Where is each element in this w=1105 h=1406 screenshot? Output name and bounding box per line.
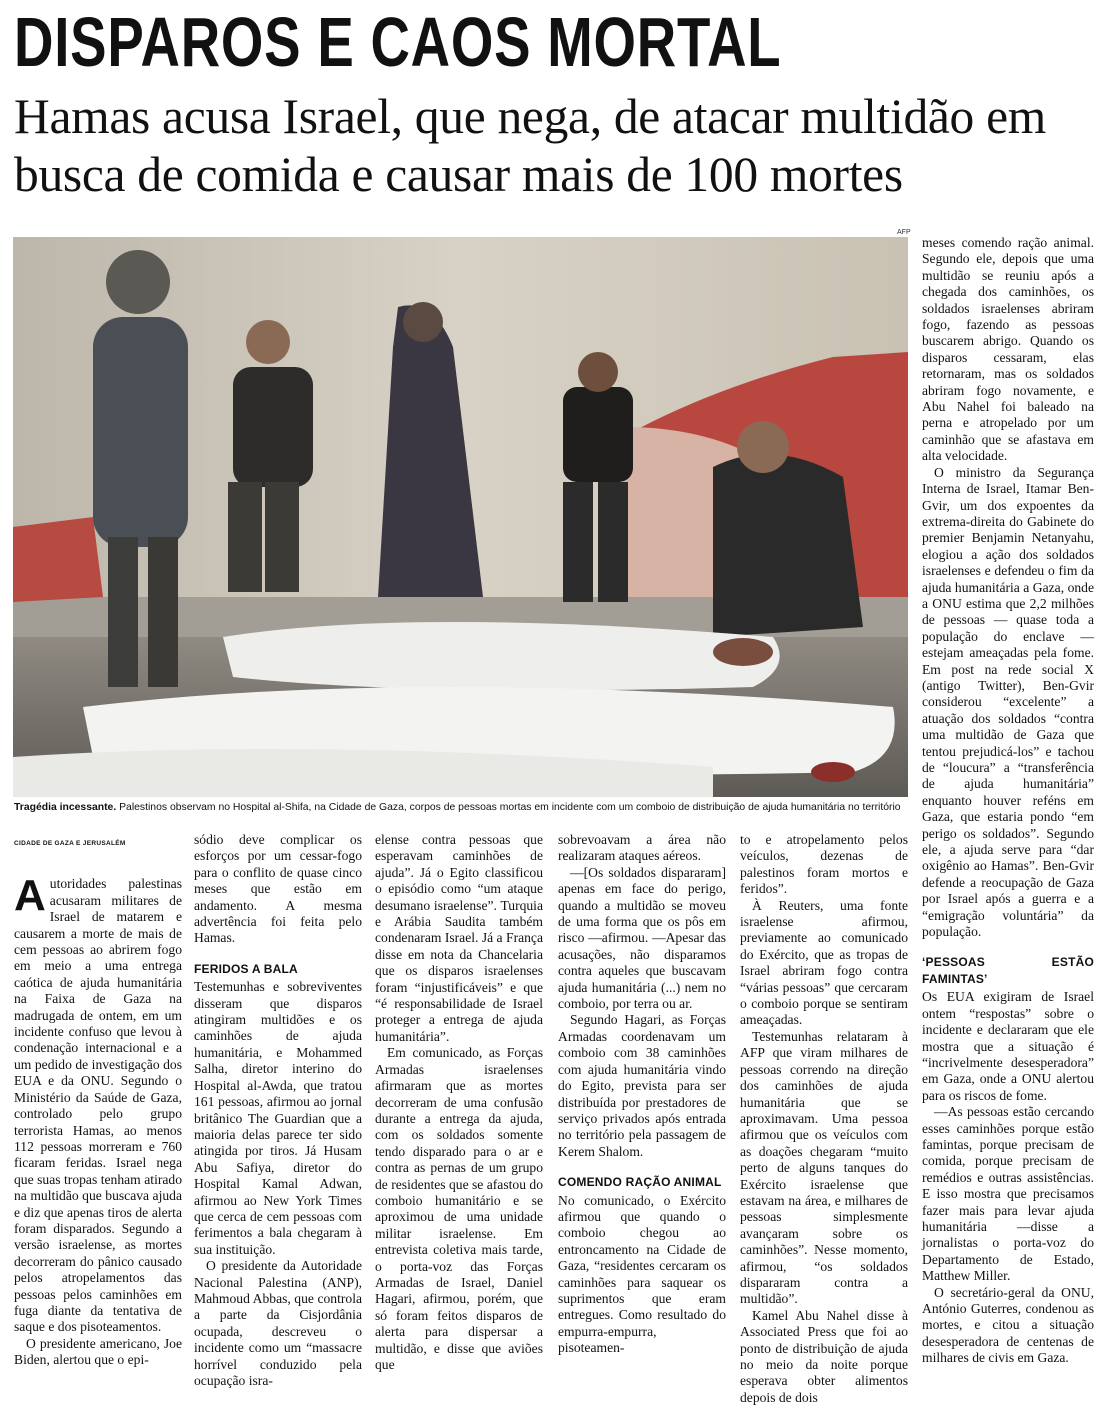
col6-para-2: O ministro da Segurança Interna de Israel, Itamar Ben-Gvir, um dos expoentes da extrema-direita do Gabinete do premier Benjamin Netanyahu, elogiou a ação dos soldados israelenses e defendeu o fim da ajuda humanitária a Gaza, onde a ONU estima que 2,2 milhões de pessoas — quase toda a população do enclave — estejam ameaçadas pela fome. Em post na rede social X (antigo Twitter), Ben-Gvir considerou “excelente” a atuação dos soldados “contra uma multidão de Gaza que tentou prejudicá-los” e tachou de “loucura” a “transferência de ajuda humanitária” enquanto houver reféns em Gaza, que estaria pondo “em perigo os soldados”. Segundo ele, a ajuda serve para “dar oxigênio ao Hamas”. Ben-Gvir defende a reocupação de Gaza por Israel após a guerra e a “emigração voluntária” da população. [922,464,1094,940]
photo-illustration [13,237,908,797]
news-photo [13,237,908,797]
col4-para-1: sobrevoavam a área não realizaram ataques aéreos. [558,832,726,864]
caption-text: Palestinos observam no Hospital al-Shifa, na Cidade de Gaza, corpos de pessoas mortas em incidente com um comboio de distribuição de ajuda humanitária no território [116,802,901,813]
article-column-3 [375,832,543,1373]
dateline: CIDADE DE GAZA E JERUSALÉM [14,840,126,847]
col6-para-3: Os EUA exigiram de Israel ontem “respostas” sobre o incidente e declararam que ele mostra que a situação é “incrivelmente desesperadora” em Gaza, onde a ONU alertou para os riscos de fome. [922,989,1094,1103]
photo-credit: AFP [897,229,911,236]
subhead-racao: COMENDO RAÇÃO ANIMAL [558,1175,722,1190]
col2-para-3: O presidente da Autoridade Nacional Palestina (ANP), Mahmoud Abbas, que controla a parte da Cisjordânia ocupada, descreveu o incidente como um “massacre horrível conduzido pela ocupação isra- [194,1258,362,1388]
col6-para-5: O secretário-geral da ONU, António Guterres, condenou as mortes, e citou a situação desesperadora de centenas de milhares de civis em Gaza. [922,1284,1094,1366]
col4-para-3: Segundo Hagari, as Forças Armadas coordenavam um comboio com 38 caminhões com ajuda humanitária vindo do Egito, prevista para ser distribuída por prestadores de serviço privados após entrada no território pela passagem de Kerem Shalom. [558,1012,726,1159]
col5-para-4: Kamel Abu Nahel disse à Associated Press que foi ao ponto de distribuição de ajuda no meio da noite porque esperava obter alimentos depois de dois [740,1307,908,1405]
article-column-6 [922,235,1094,1367]
col6-para-4: —As pessoas estão cercando esses caminhões porque estão famintas, porque precisam de comida, porque precisam de remédios e outras assistências. E isso mostra que precisamos fazer mais para levar ajuda humanitária —disse a jornalistas o porta-voz do Departamento de Estado, Matthew Miller. [922,1104,1094,1284]
subheadline: Hamas acusa Israel, que nega, de atacar multidão em busca de comida e causar mais de 100 mortes [14,89,1046,202]
col6-para-1: meses comendo ração animal. Segundo ele, depois que uma multidão se reuniu após a chegada dos caminhões, os soldados israelenses abriram fogo, fazendo as pessoas buscarem abrigo. Quando os disparos cessaram, elas retornaram, mas os soldados abriram fogo novamente, e Abu Nahel foi baleado na perna e atropelado por um caminhão que se afastava em alta velocidade. [922,235,1094,464]
col5-para-1: to e atropelamento pelos veículos, dezenas de palestinos foram mortos e feridos”. [740,832,908,897]
col5-para-3: Testemunhas relataram à AFP que viram milhares de pessoas correndo na direção dos caminhões de ajuda humanitária que se aproximavam. Uma pessoa afirmou que os veículos com as doações chegaram “muito perto de alguns tanques do Exército israelense que estavam na área, e milhares de pessoas simplesmente avançaram sobre os caminhões”. Nesse momento, afirmou, “os soldados dispararam contra a multidão”. [740,1028,908,1307]
col2-para-2: Testemunhas e sobreviventes disseram que disparos atingiram multidões e os caminhões de ajuda humanitária, e Mohammed Salha, diretor interino do Hospital al-Awda, que tratou 161 pessoas, afirmou ao jornal britânico The Guardian que a maioria delas parece ter sido atingida por tiros. Já Husam Abu Safiya, diretor do Hospital Kamal Adwan, afirmou ao New York Times que cerca de cem pessoas com ferimentos a bala chegaram à sua instituição. [194,979,362,1257]
col2-para-1: sódio deve complicar os esforços por um cessar-fogo para o conflito de quase cinco meses que estão em andamento. A mesma advertência foi feita pelo Hamas. [194,832,362,946]
subhead-feridos: FERIDOS A BALA [194,961,298,976]
article-column-5 [740,832,908,1406]
photo-caption [14,801,909,814]
col1-para-1 [14,871,182,1335]
subhead-famintas: ‘PESSOAS ESTÃO FAMINTAS’ [922,955,1094,986]
col4-para-2: —[Os soldados dispararam] apenas em face do perigo, quando a multidão se moveu de uma forma que os pôs em risco —afirmou. —Apesar das acusações, não disparamos contra aqueles que buscavam ajuda humanitária (...) nem no comboio, por terra ou ar. [558,864,726,1012]
article-column-1 [14,836,182,1369]
article-column-2 [194,832,362,1389]
caption-lead: Tragédia incessante. [14,802,117,813]
col3-para-1: elense contra pessoas que esperavam caminhões de ajuda”. Já o Egito classificou o episódio como “um ataque desumano israelense”. Turquia e Arábia Saudita também condenaram Israel. Já a França disse em nota da Chancelaria que os disparos israelenses foram “injustificáveis” e que “é responsabilidade de Israel proteger a entrega de ajuda humanitária”. [375,832,543,1044]
col5-para-2: À Reuters, uma fonte israelense afirmou, previamente ao comunicado do Exército, que as tropas de Israel abriram fogo contra “várias pessoas” que cercaram o comboio porque se sentiram ameaçadas. [740,897,908,1028]
col1-para-1-text: utoridades palestinas acusaram militares de Israel de matarem e causarem a morte de mais de cem pessoas ao abrirem fogo em meio a uma entrega caótica de ajuda humanitária na Faixa de Gaza na madrugada de ontem, em um incidente confuso que levou à condenação internacional e a um pedido de investigação dos EUA e da ONU. Segundo o Ministério da Saúde de Gaza, controlado pelo grupo terrorista Hamas, ao menos 112 pessoas morreram e 760 ficaram feridas. Israel nega que suas tropas tenham atirado na multidão que buscava ajuda e diz que apenas tiros de alerta foram disparados. Segundo a versão israelense, as mortes decorreram do pânico causado pelos atropelamentos das pessoas pelos caminhões em fuga diante da tentativa de saque e dos pisoteamentos. [14,876,182,1335]
col4-para-4: No comunicado, o Exército afirmou que quando o comboio chegou ao entroncamento na Cidade de Gaza, “residentes cercaram os caminhões para saquear os suprimentos que eram entregues. Como resultado do empurra-empurra, pisoteamen- [558,1192,726,1356]
col3-para-2: Em comunicado, as Forças Armadas israelenses afirmaram que as mortes decorreram de uma confusão durante a entrega da ajuda, com os soldados somente tendo disparado para o ar e contra as pernas de um grupo de residentes que se afastou do comboio humanitário e se aproximou de uma unidade militar israelense. Em entrevista coletiva mais tarde, o porta-voz das Forças Armadas de Israel, Daniel Hagari, afirmou, porém, que só foram feitos disparos de alerta para dispersar a multidão, e disse que aviões que [375,1045,543,1372]
drop-cap: A [14,871,46,921]
col1-para-2: O presidente americano, Joe Biden, alertou que o epi- [14,1335,182,1368]
headline: DISPAROS E CAOS MORTAL [14,3,782,81]
article-column-4 [558,832,726,1357]
